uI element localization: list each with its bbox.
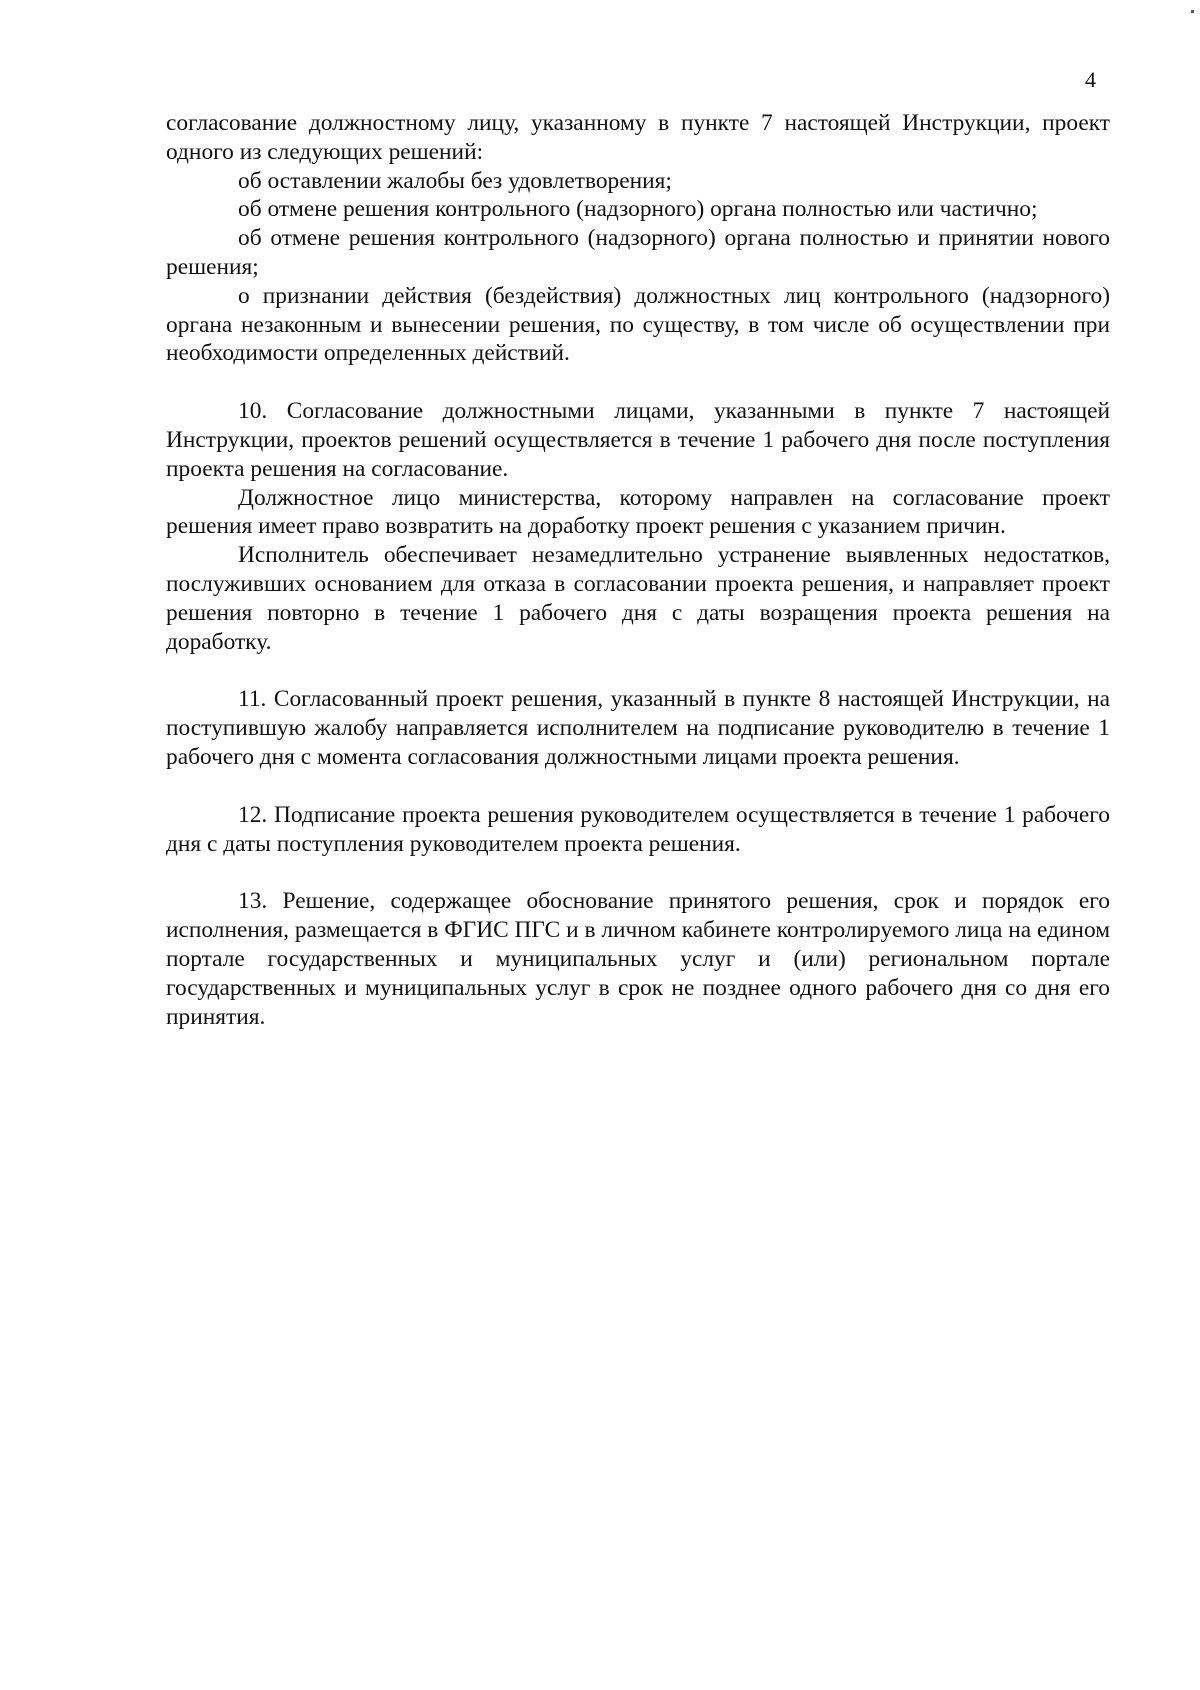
page-number: 4 <box>1085 67 1096 92</box>
document-body <box>166 109 1110 1031</box>
paragraph: Должностное лицо министерства, которому направлен на согласование проект решения имеет право возвратить на доработку проект решения с указанием причин. <box>166 484 1110 540</box>
paragraph: 10. Согласование должностными лицами, указанными в пункте 7 настоящей Инструкции, проектов решений осуществляется в течение 1 рабочего дня после поступления проекта решения на согласование. <box>166 398 1110 482</box>
paragraph: согласование должностному лицу, указанному в пункте 7 настоящей Инструкции, проект одного из следующих решений: <box>166 110 1110 165</box>
paragraph: 12. Подписание проекта решения руководителем осуществляется в течение 1 рабочего дня с даты поступления руководителем проекта решения. <box>166 801 1110 857</box>
paragraph: об отмене решения контрольного (надзорного) органа полностью и принятии нового решения; <box>166 225 1110 280</box>
paragraph: 13. Решение, содержащее обоснование принятого решения, срок и порядок его исполнения, размещается в ФГИС ПГС и в личном кабинете контролируемого лица на едином портале государственных и муниципальных услуг и (или) региональном портале государственных и муниципальных услуг в срок не позднее одного рабочего дня со дня его принятия. <box>166 888 1111 1030</box>
paragraph: о признании действия (бездействия) должностных лиц контрольного (надзорного) органа незаконным и вынесении решения, по существу, в том числе об осуществлении при необходимости определенных действий. <box>166 282 1110 367</box>
paragraph: об отмене решения контрольного (надзорного) органа полностью или частично; <box>238 196 1038 223</box>
paragraph: Исполнитель обеспечивает незамедлительно устранение выявленных недостатков, послуживших основанием для отказа в согласовании проекта решения, и направляет проект решения повторно в течение 1 рабочего дня с даты возращения проекта решения на доработку. <box>166 542 1110 655</box>
scan-dot <box>1191 10 1194 13</box>
paragraph: 11. Согласованный проект решения, указанный в пункте 8 настоящей Инструкции, на поступившую жалобу направляется исполнителем на подписание руководителю в течение 1 рабочего дня с момента согласования должностными лицами проекта решения. <box>166 686 1110 770</box>
paragraph: об оставлении жалобы без удовлетворения; <box>238 167 672 194</box>
